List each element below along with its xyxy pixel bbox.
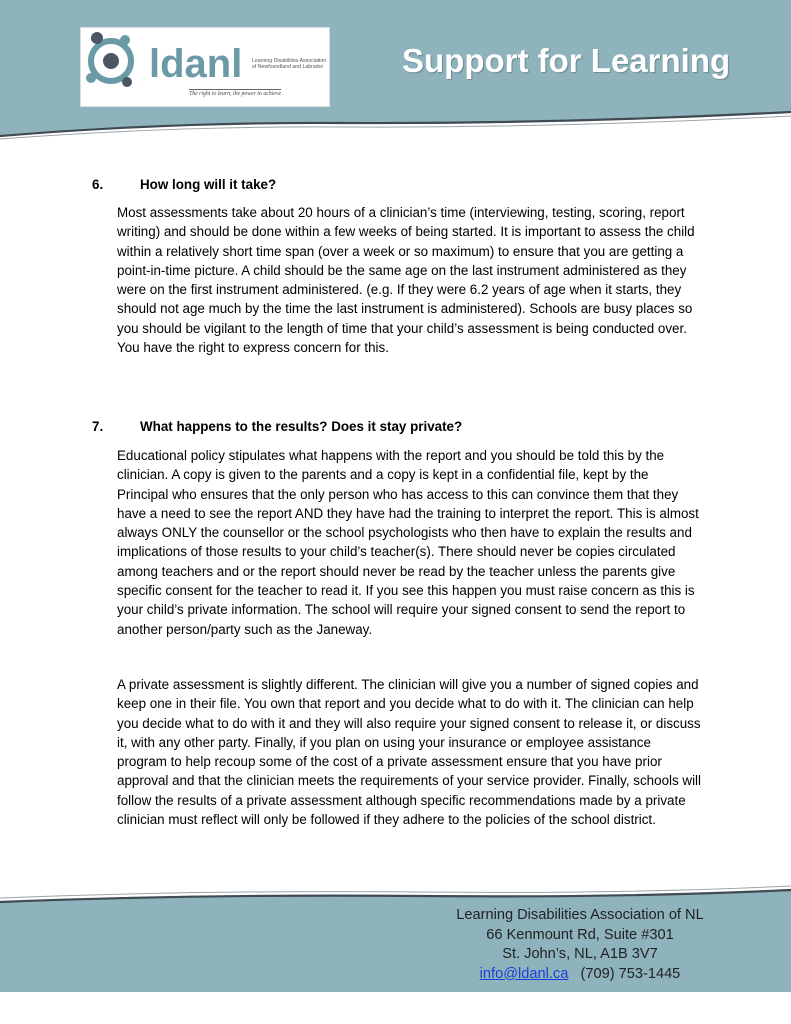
paragraph: Educational policy stipulates what happens with the report and you should be told this by the clinician. A copy is given to the parents and a copy is kept in a confidential file, kept by the Principal who ensures that the only person who has access to this can convince them that they have a need to see the report AND they have had the training to interpret the report. This is almost always ONLY the counsellor or the school psychologists who then have to explain the results and implications of those results to your child’s teacher(s). There should never be copies circulated among teachers and or the report should never be read by the teacher unless the parents give specific consent for the teacher to read it. If you see this happen you must raise concern as this is your child’s private information. The school will require your signed consent to send the report to another person/party such as the Janeway. <box>117 448 699 637</box>
page-header <box>0 0 791 140</box>
section-number: 7. <box>92 419 104 434</box>
footer-address: 66 Kenmount Rd, Suite #301 <box>486 926 674 943</box>
paragraph: A private assessment is slightly different. The clinician will give you a number of signed copies and keep one in their file. You own that report and you decide what to do with it. The clinician can help you decide what to do with it and they will also require your signed consent to release it, or discuss it, with any other party. Finally, if you plan on using your insurance or employee assistance program to help recoup some of the cost of a private assessment ensure that you have prior approval and that the clinician meets the requirements of your service provider. Finally, schools will follow the results of a private assessment although specific recommendations made by a private clinician must reflect will only be followed if they adhere to the policies of the school district. <box>117 677 702 828</box>
logo-org-name: Learning Disabilities Association of Newfoundland and Labrador <box>252 58 327 71</box>
section-number: 6. <box>92 177 104 192</box>
section-title: How long will it take? <box>140 177 277 192</box>
section-title: What happens to the results? Does it stay private? <box>140 419 463 434</box>
logo-tagline: The right to learn, the power to achieve <box>189 91 282 97</box>
paragraph: Most assessments take about 20 hours of a clinician’s time (interviewing, testing, scoring, report writing) and should be done within a few weeks of being started. It is important to assess the child within a relatively short time span (over a week or so maximum) to ensure that you are getting a point-in-time picture. A child should be the same age on the last instrument administered as they were on the first instrument administered. (e.g. If they were 6.2 years of age when it starts, they should not age much by the time the last instrument is administered). Schools are busy places so you should be vigilant to the length of time that your child’s assessment is being conducted over. You have the right to express concern for this. <box>117 205 695 356</box>
logo-people-icon <box>81 28 141 92</box>
section-heading <box>92 419 463 434</box>
contact-block <box>430 906 730 984</box>
section-heading <box>92 177 277 192</box>
footer-city: St. John’s, NL, A1B 3V7 <box>502 946 658 962</box>
email-link[interactable]: info@ldanl.ca <box>479 965 569 982</box>
logo-wordmark: ldanl <box>149 42 243 86</box>
header-title: Support for Learning <box>402 42 731 79</box>
footer-org: Learning Disabilities Association of NL <box>456 907 704 923</box>
footer-phone: (709) 753-1445 <box>580 965 681 982</box>
logo <box>80 27 330 107</box>
footer-contact-line <box>430 965 730 985</box>
page-footer <box>0 880 791 992</box>
